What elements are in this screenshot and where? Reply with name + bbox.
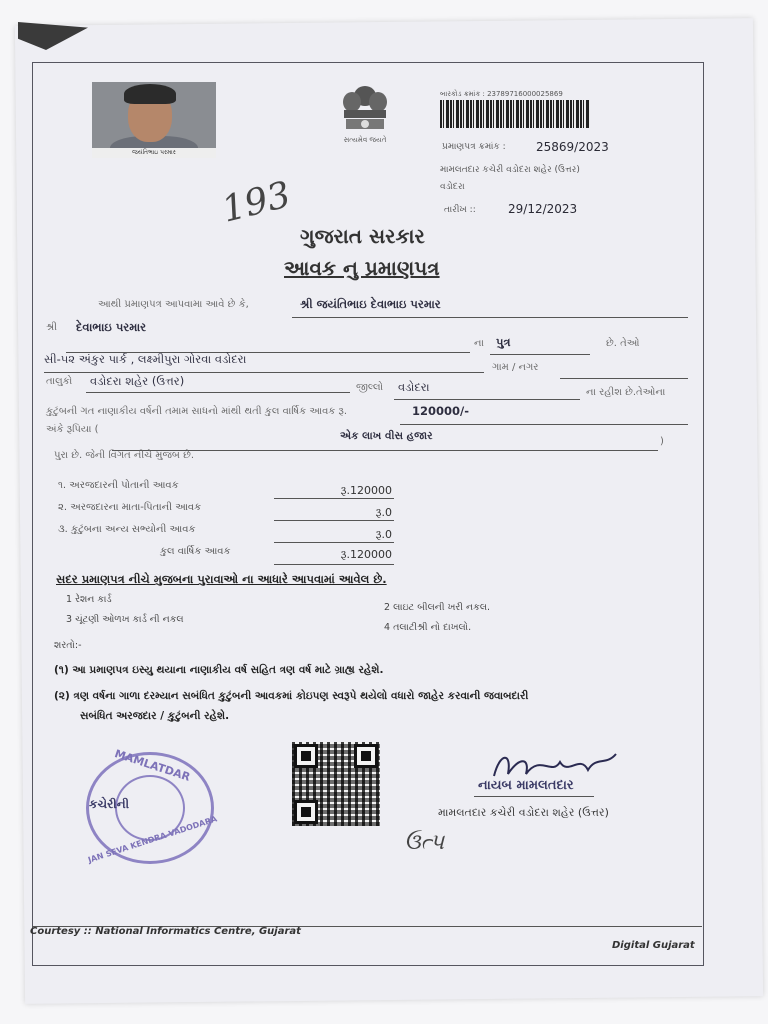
village-underline <box>560 378 688 379</box>
income-row-rule <box>274 498 394 499</box>
handwritten-note: ઉત્પ <box>404 830 445 855</box>
cert-no-value: 25869/2023 <box>536 140 609 154</box>
emblem-caption: સત્યમેવ જયતે <box>343 136 387 144</box>
terms-heading: શરતો:- <box>54 640 82 651</box>
verification-qr-code[interactable] <box>292 742 380 826</box>
qr-finder <box>294 744 318 768</box>
income-row-value: રૂ.0 <box>375 528 392 541</box>
income-row-rule <box>274 542 394 543</box>
district-underline <box>394 399 580 400</box>
relation-label: ના <box>474 338 484 349</box>
income-row-value: રૂ.120000 <box>340 484 392 497</box>
words-value: એક લાખ વીસ હજાર <box>340 430 433 442</box>
qr-finder <box>354 744 378 768</box>
footer-brand: Digital Gujarat <box>612 940 695 951</box>
applicant-photo <box>92 82 216 158</box>
photo-hair <box>124 84 176 104</box>
date-value: 29/12/2023 <box>508 202 578 216</box>
income-underline <box>400 424 688 425</box>
income-row-label: ૧. અરજદારની પોતાની આવક <box>58 480 179 491</box>
income-row-rule <box>274 520 394 521</box>
income-total-label: કુલ વાર્ષિક આવક <box>160 546 231 557</box>
income-value: 120000/- <box>412 404 469 418</box>
income-sentence: કુટુંબની ગત નાણાકીય વર્ષની તમામ સાધનો માંથી થતી કુલ વાર્ષિક આવક રૂ. <box>46 406 348 417</box>
evidence-heading: સદર પ્રમાણપત્ર નીચે મુજબના પુરાવાઓ ના આધારે આપવામાં આવેલ છે. <box>56 572 387 586</box>
barcode <box>440 100 590 128</box>
evidence-item: 2 લાઇટ બીલની ખરી નકલ. <box>384 602 491 613</box>
footer-courtesy: Courtesy :: National Informatics Centre, Gujarat <box>30 926 301 937</box>
signature-rule <box>474 796 594 797</box>
title-certificate: આવક નુ પ્રમાણપત્ર <box>284 256 440 280</box>
relation-value: પુત્ર <box>496 335 511 349</box>
income-row-value: રૂ.0 <box>375 506 392 519</box>
district-label: જીલ્લો <box>356 382 384 393</box>
relation-suffix: છે. તેઓ <box>606 338 640 349</box>
income-row-label: ૩. કુટુંબના અન્ય સભ્યોની આવક <box>58 524 196 535</box>
seal-top-text: MAMLATDAR <box>112 747 192 784</box>
office-line1: મામલતદાર કચેરી વડોદરા શહેર (ઉત્તર) <box>440 165 580 175</box>
handwritten-number: 193 <box>218 174 295 231</box>
signatory-title: નાયબ મામલતદાર <box>478 778 574 793</box>
name-underline <box>292 317 688 318</box>
village-label: ગામ / નગર <box>492 362 539 373</box>
relation-underline <box>490 354 590 355</box>
address: સી-૫૨ અંકુર પાર્ક , લક્ષ્મીપુરા ગોરવા વડોદરા <box>44 352 247 366</box>
evidence-item: 4 તલાટીશ્રી નો દાખલો. <box>384 622 472 633</box>
evidence-item: 3 ચૂંટણી ઓળખ કાર્ડ ની નકલ <box>66 614 184 625</box>
office-seal <box>86 747 219 865</box>
emblem <box>334 82 396 142</box>
barcode-label: બારકોડ ક્રમાંક : 23789716000025869 <box>440 90 563 98</box>
term-3: સબંધિત અરજદાર / કુટુંબની રહેશે. <box>80 710 230 722</box>
address-underline <box>44 372 484 373</box>
title-government: ગુજરાત સરકાર <box>300 224 425 248</box>
words-close: ) <box>660 436 664 447</box>
income-row-label: ૨. અરજદારના માતા-પિતાની આવક <box>58 502 202 513</box>
father-prefix: શ્રી <box>46 322 58 333</box>
photo-caption: જયંતિભાઇ પરમાર <box>92 148 216 158</box>
father-name: દેવાભાઇ પરમાર <box>76 320 147 334</box>
lion-capital-icon <box>334 82 396 132</box>
district-value: વડોદરા <box>398 380 430 394</box>
term-1: (૧) આ પ્રમાણપત્ર ઇસ્યુ થયાના નાણાકીય વર્ષ સહિત ત્રણ વર્ષ માટે ગ્રાહ્ય રહેશે. <box>54 664 384 676</box>
taluka-label: તાલુકો <box>46 376 73 387</box>
seal-middle-text: કચેરીની <box>89 797 130 811</box>
signatory-office: મામલતદાર કચેરી વડોદરા શહેર (ઉત્તર) <box>438 806 609 819</box>
seal-bottom-text: JAN SEVA KENDRA VADODARA <box>86 814 219 865</box>
resident-suffix: ના રહીશ છે.તેઓના <box>586 387 666 398</box>
qr-finder <box>294 800 318 824</box>
intro-text: આથી પ્રમાણપત્ર આપવામા આવે છે કે, <box>98 299 249 310</box>
words-label: અંકે રૂપિયા ( <box>46 424 99 435</box>
detail-line: પુરા છે. જેની વિગત નીચે મુજબ છે. <box>54 450 195 461</box>
office-line2: વડોદરા <box>440 182 465 192</box>
taluka-value: વડોદરા શહેર (ઉત્તર) <box>90 374 185 388</box>
evidence-item: 1 રેશન કાર્ડ <box>66 594 112 605</box>
income-total-rule <box>274 564 394 565</box>
date-label: તારીખ :: <box>444 205 476 215</box>
term-2: (૨) ત્રણ વર્ષના ગાળા દરમ્યાન સબંધિત કુટુંબની આવકમાં કોઇપણ સ્વરૂપે થયેલો વધારો જાહેર કરવાની જવાબદારી <box>54 690 529 702</box>
taluka-underline <box>86 392 350 393</box>
cert-no-label: પ્રમાણપત્ર ક્રમાંક : <box>442 142 506 152</box>
applicant-name: શ્રી જયંતિભાઇ દેવાભાઇ પરમાર <box>300 297 441 311</box>
income-total-value: રૂ.120000 <box>340 548 392 561</box>
